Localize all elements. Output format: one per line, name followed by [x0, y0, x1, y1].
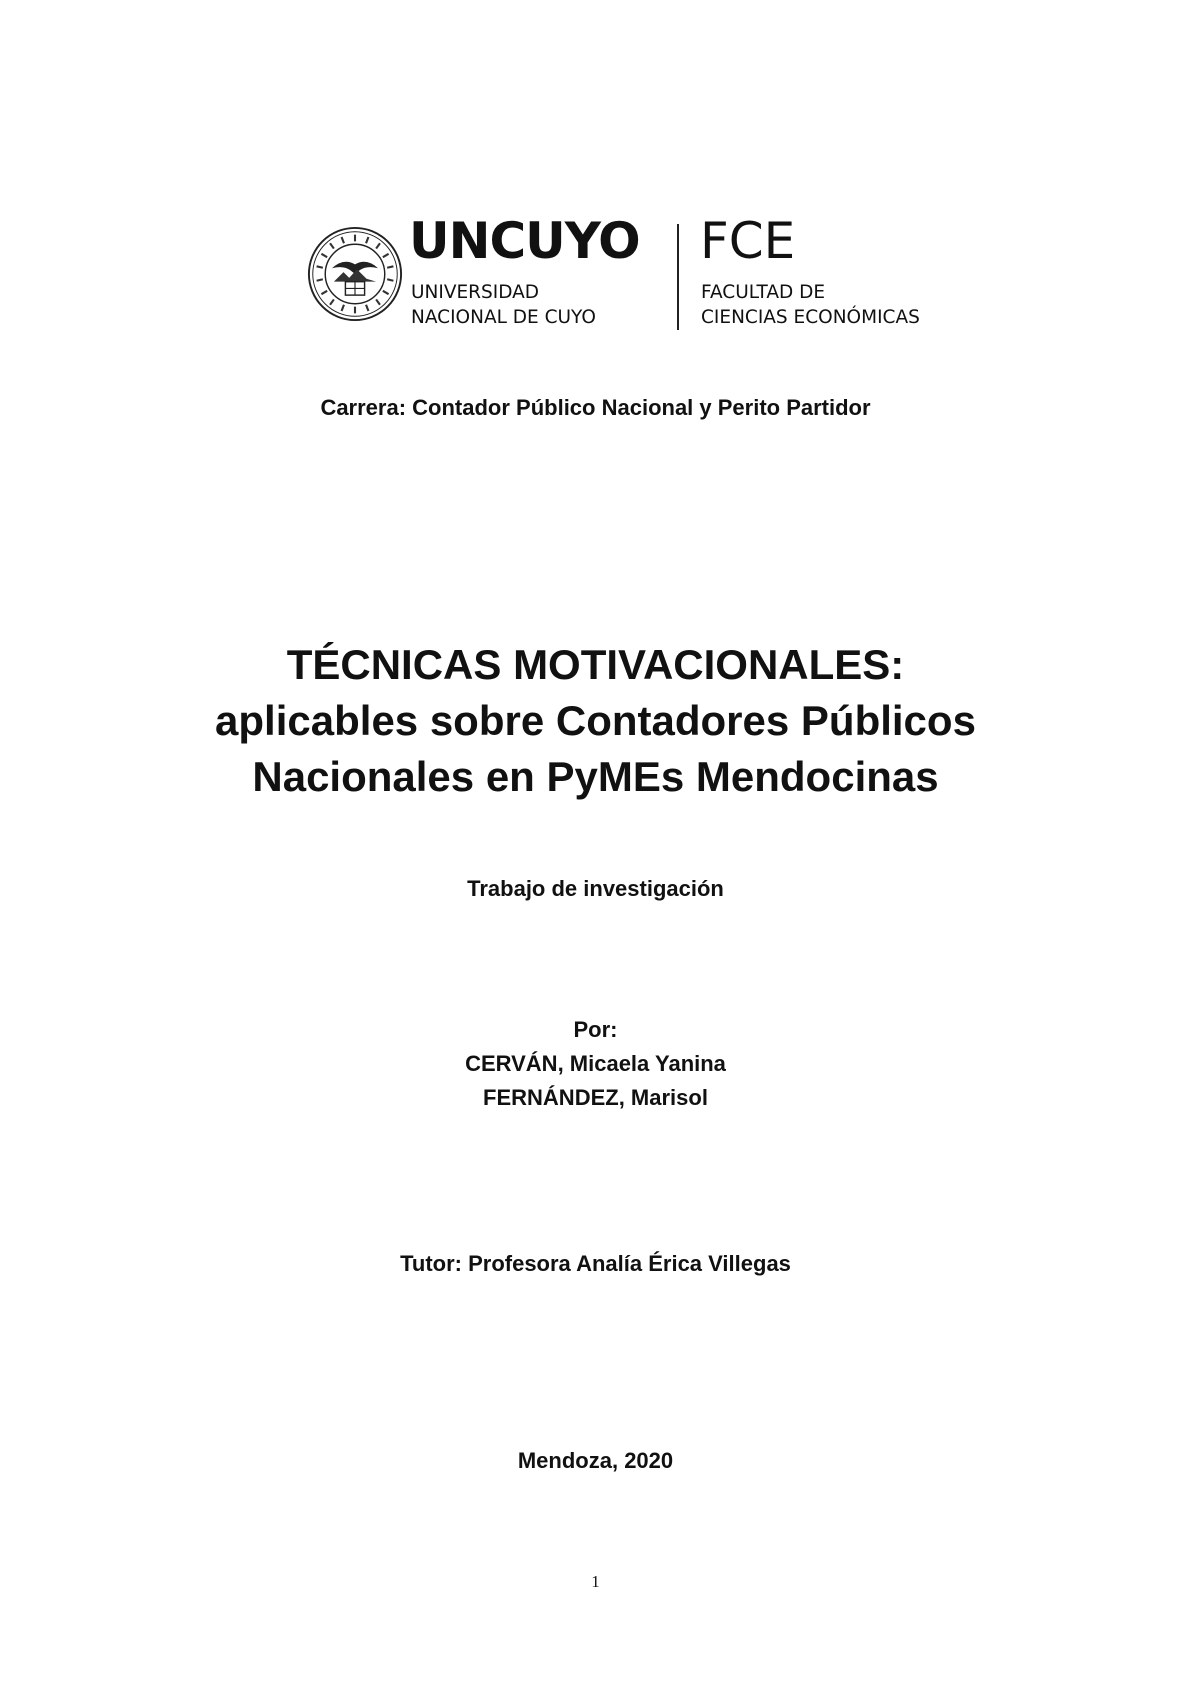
- authors-block: [0, 1013, 1191, 1115]
- university-full-name: [411, 280, 596, 330]
- document-subtitle: Trabajo de investigación: [467, 876, 724, 901]
- faculty-name-line2: CIENCIAS ECONÓMICAS: [701, 307, 920, 328]
- author-name: FERNÁNDEZ, Marisol: [483, 1085, 708, 1110]
- university-seal-icon: [307, 226, 403, 322]
- title-line-1: TÉCNICAS MOTIVACIONALES:: [286, 641, 905, 688]
- authors-label: Por:: [573, 1017, 618, 1042]
- title-line-3: Nacionales en PyMEs Mendocinas: [252, 753, 939, 800]
- title-line-2: aplicables sobre Contadores Públicos: [215, 697, 976, 744]
- career-line: Carrera: Contador Público Nacional y Perito Partidor: [320, 395, 871, 420]
- university-wordmark: UNCUYO: [409, 212, 640, 270]
- faculty-full-name: [701, 280, 920, 330]
- tutor-line: Tutor: Profesora Analía Érica Villegas: [400, 1251, 791, 1276]
- university-name-line1: UNIVERSIDAD: [411, 282, 540, 303]
- faculty-name-line1: FACULTAD DE: [701, 282, 826, 303]
- author-name: CERVÁN, Micaela Yanina: [465, 1051, 726, 1076]
- document-title: [0, 637, 1191, 805]
- faculty-wordmark: FCE: [700, 212, 796, 270]
- place-date: Mendoza, 2020: [517, 1448, 674, 1473]
- page-number: 1: [591, 1572, 600, 1591]
- logo-divider: [677, 224, 679, 330]
- institution-logo: [307, 212, 947, 336]
- university-name-line2: NACIONAL DE CUYO: [411, 307, 596, 328]
